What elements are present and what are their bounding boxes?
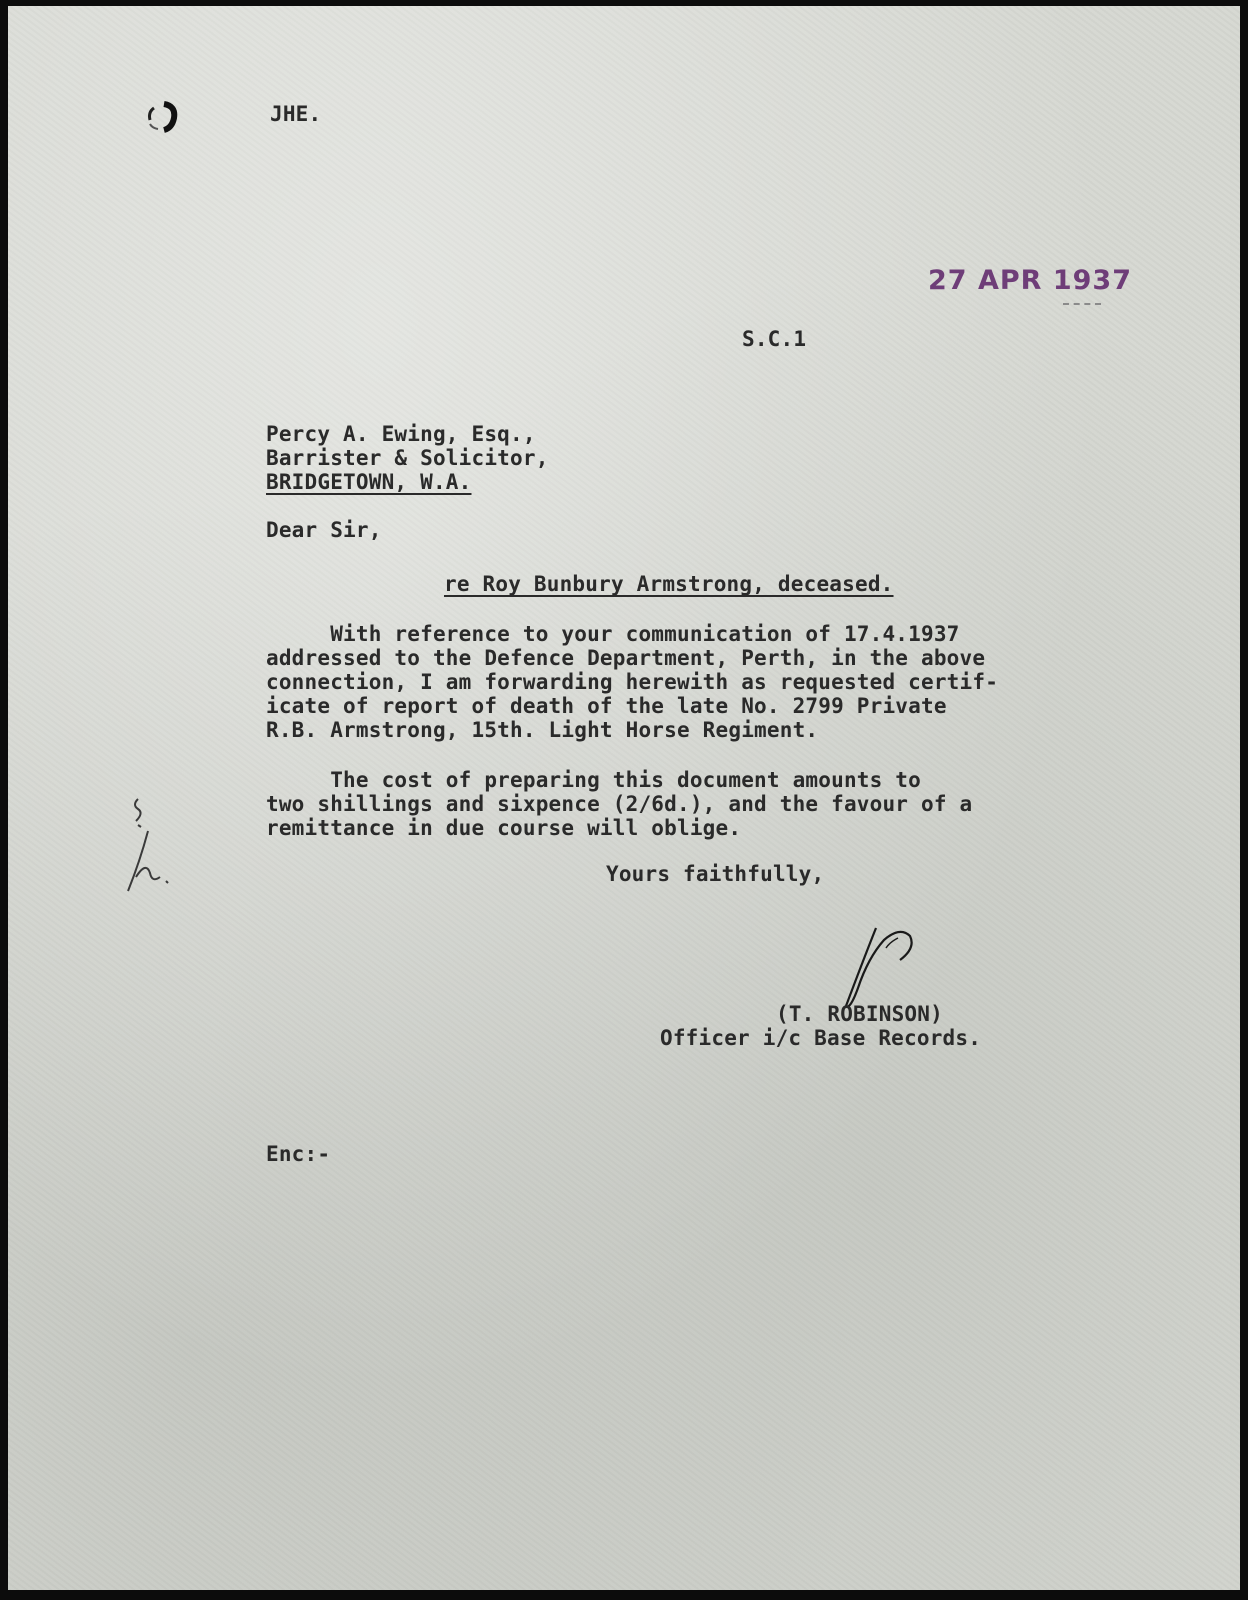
signatory-position: Officer i/c Base Records. (660, 1026, 982, 1050)
punch-hole-mark (140, 98, 190, 138)
pencil-margin-mark (116, 791, 186, 901)
date-stamp: 27 APR 1937 (928, 265, 1132, 296)
file-reference: S.C.1 (742, 327, 807, 351)
body-line: R.B. Armstrong, 15th. Light Horse Regiment. (266, 718, 819, 742)
body-line: remittance in due course will oblige. (266, 816, 742, 840)
body-line: two shillings and sixpence (2/6d.), and the favour of a (266, 792, 973, 816)
body-line: With reference to your communication of 17.4.1937 (266, 622, 960, 646)
recipient-name: Percy A. Ewing, Esq., (266, 422, 536, 446)
salutation: Dear Sir, (266, 518, 382, 542)
signatory-name: (T. ROBINSON) (776, 1002, 943, 1026)
initials: JHE. (270, 102, 322, 126)
enclosure-note: Enc:- (266, 1142, 331, 1166)
stamp-dashes (1063, 303, 1101, 305)
recipient-title: Barrister & Solicitor, (266, 446, 549, 470)
subject-line: re Roy Bunbury Armstrong, deceased. (444, 572, 894, 596)
body-line: addressed to the Defence Department, Perth, in the above (266, 646, 986, 670)
closing: Yours faithfully, (606, 862, 825, 886)
letter-page (8, 6, 1240, 1590)
recipient-place: BRIDGETOWN, W.A. (266, 470, 472, 494)
body-line: icate of report of death of the late No. 2799 Private (266, 694, 947, 718)
body-line: The cost of preparing this document amounts to (266, 768, 921, 792)
body-line: connection, I am forwarding herewith as requested certif- (266, 670, 999, 694)
